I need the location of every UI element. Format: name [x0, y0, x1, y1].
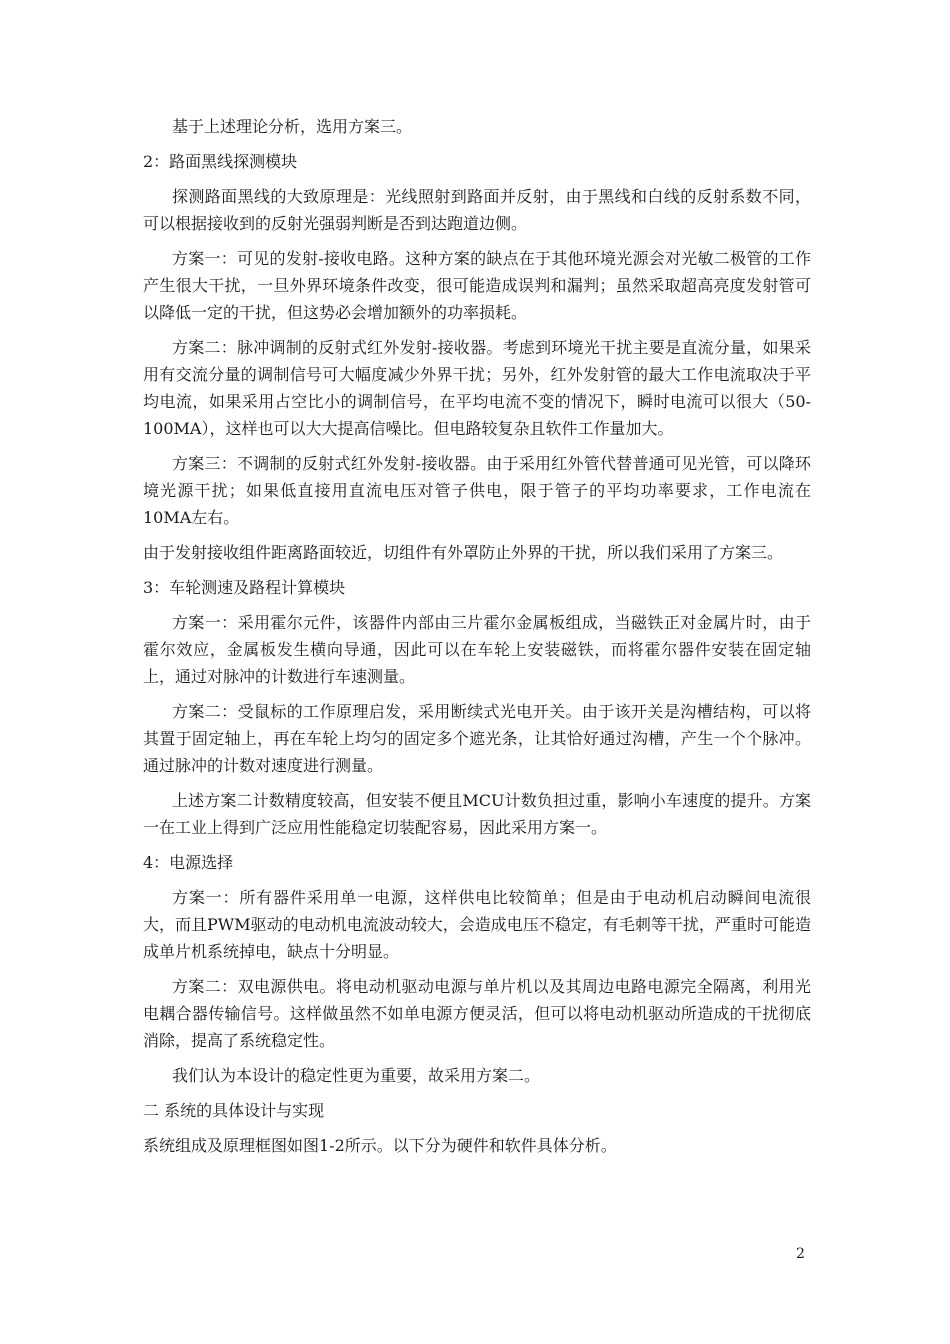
- chapter-heading-system-design: 二 系统的具体设计与实现: [143, 1101, 325, 1120]
- conclusion-paragraph: 基于上述理论分析，选用方案三。: [172, 117, 413, 136]
- page-number: 2: [796, 1246, 805, 1262]
- paragraph-detection-conclusion: 由于发射接收组件距离路面较近，切组件有外罩防止外界的干扰，所以我们采用了方案三。: [143, 543, 784, 562]
- paragraph-photoelectric-option: 方案二：受鼠标的工作原理启发，采用断续式光电开关。由于该开关是沟槽结构，可以将其置于固定轴上，再在车轮上均匀的固定多个遮光条，让其恰好通过沟槽，产生一个个脉冲。通过脉冲的计数对速度进行测量。: [143, 702, 811, 775]
- paragraph-system-overview: 系统组成及原理框图如图1-2所示。以下分为硬件和软件具体分析。: [143, 1136, 617, 1155]
- paragraph-option-three-unmodulated: 方案三：不调制的反射式红外发射-接收器。由于采用红外管代替普通可见光管，可以降环境光源干扰；如果低直接用直流电压对管子供电，限于管子的平均功率要求，工作电流在10MA左右。: [143, 454, 811, 527]
- paragraph-detection-principle: 探测路面黑线的大致原理是：光线照射到路面并反射，由于黑线和白线的反射系数不同，可以根据接收到的反射光强弱判断是否到达跑道边侧。: [143, 187, 811, 233]
- paragraph-power-conclusion: 我们认为本设计的稳定性更为重要，故采用方案二。: [172, 1066, 541, 1085]
- paragraph-hall-sensor-option: 方案一：采用霍尔元件，该器件内部由三片霍尔金属板组成，当磁铁正对金属片时，由于霍尔效应，金属板发生横向导通，因此可以在车轮上安装磁铁，而将霍尔器件安装在固定轴上，通过对脉冲的计数进行车速测量。: [143, 613, 811, 686]
- section-heading-wheel-speed: 3：车轮测速及路程计算模块: [143, 578, 346, 597]
- section-heading-black-line-detection: 2：路面黑线探测模块: [143, 152, 298, 171]
- page-body: [143, 113, 811, 1167]
- paragraph-option-two-pulse-modulated: 方案二：脉冲调制的反射式红外发射-接收器。考虑到环境光干扰主要是直流分量，如果采用有交流分量的调制信号可大幅度减少外界干扰；另外，红外发射管的最大工作电流取决于平均电流，如果采用占空比小的调制信号，在平均电流不变的情况下，瞬时电流可以很大（50-100MA），这样也可以大大提高信噪比。但电路较复杂且软件工作量加大。: [143, 338, 811, 438]
- section-heading-power-supply: 4：电源选择: [143, 853, 234, 872]
- paragraph-wheel-speed-conclusion: 上述方案二计数精度较高，但安装不便且MCU计数负担过重，影响小车速度的提升。方案一在工业上得到广泛应用性能稳定切装配容易，因此采用方案一。: [143, 791, 811, 837]
- paragraph-option-one-visible-light: 方案一：可见的发射-接收电路。这种方案的缺点在于其他环境光源会对光敏二极管的工作产生很大干扰，一旦外界环境条件改变，很可能造成误判和漏判；虽然采取超高亮度发射管可以降低一定的干扰，但这势必会增加额外的功率损耗。: [143, 249, 811, 322]
- paragraph-single-power-option: 方案一：所有器件采用单一电源，这样供电比较简单；但是由于电动机启动瞬间电流很大，而且PWM驱动的电动机电流波动较大，会造成电压不稳定，有毛刺等干扰，严重时可能造成单片机系统掉电，缺点十分明显。: [143, 888, 811, 961]
- paragraph-dual-power-option: 方案二：双电源供电。将电动机驱动电源与单片机以及其周边电路电源完全隔离，利用光电耦合器传输信号。这样做虽然不如单电源方便灵活，但可以将电动机驱动所造成的干扰彻底消除，提高了系统稳定性。: [143, 977, 811, 1050]
